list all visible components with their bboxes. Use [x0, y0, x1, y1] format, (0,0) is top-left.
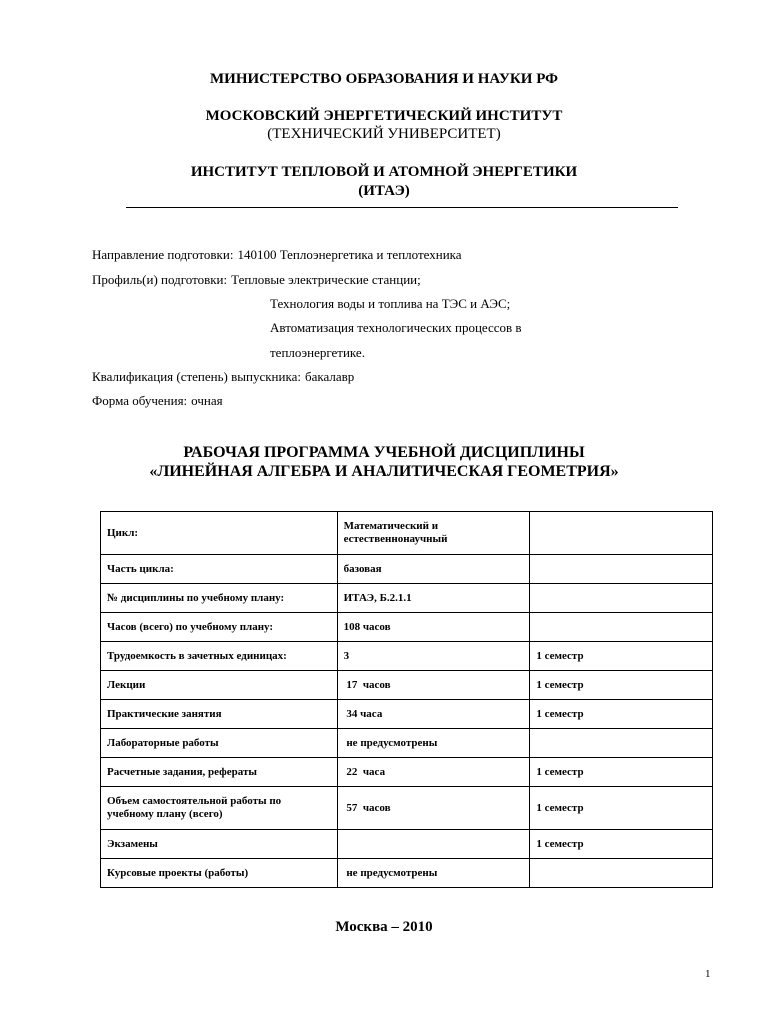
row-semester — [530, 613, 713, 642]
table-row — [101, 700, 713, 729]
row-label: Лабораторные работы — [101, 729, 338, 758]
row-label: Практические занятия — [101, 700, 338, 729]
row-semester — [530, 512, 713, 555]
discipline-title: «ЛИНЕЙНАЯ АЛГЕБРА И АНАЛИТИЧЕСКАЯ ГЕОМЕТРИЯ» — [149, 463, 619, 480]
row-label: № дисциплины по учебному плану: — [101, 584, 338, 613]
row-value: ИТАЭ, Б.2.1.1 — [337, 584, 530, 613]
row-semester: 1 семестр — [530, 671, 713, 700]
row-semester — [530, 859, 713, 888]
row-label: Цикл: — [101, 512, 338, 555]
row-semester: 1 семестр — [530, 700, 713, 729]
row-value: Математический и естественнонаучный — [337, 512, 530, 555]
page-number: 1 — [705, 968, 711, 980]
row-label: Экзамены — [101, 830, 338, 859]
row-value: базовая — [337, 555, 530, 584]
row-label: Часть цикла: — [101, 555, 338, 584]
row-semester: 1 семестр — [530, 758, 713, 787]
form-label: Форма обучения: — [92, 393, 188, 408]
row-value — [337, 830, 530, 859]
table-row — [101, 642, 713, 671]
direction-label: Направление подготовки: — [92, 247, 234, 262]
institute-heading: ИНСТИТУТ ТЕПЛОВОЙ И АТОМНОЙ ЭНЕРГЕТИКИ — [190, 164, 578, 180]
row-label: Часов (всего) по учебному плану: — [101, 613, 338, 642]
profile-item: Технология воды и топлива на ТЭС и АЭС; — [270, 296, 511, 311]
table-row — [101, 758, 713, 787]
row-semester: 1 семестр — [530, 787, 713, 830]
qualification-label: Квалификация (степень) выпускника: — [92, 369, 301, 384]
form-value: очная — [191, 393, 223, 408]
row-value: 34 часа — [337, 700, 530, 729]
row-semester — [530, 729, 713, 758]
row-value: 17 часов — [337, 671, 530, 700]
row-value: не предусмотрены — [337, 729, 530, 758]
row-semester — [530, 584, 713, 613]
header-divider — [126, 207, 678, 208]
profile-item: Тепловые электрические станции; — [231, 272, 421, 287]
city-year: Москва – 2010 — [335, 919, 433, 935]
row-value: 3 — [337, 642, 530, 671]
profile-item: теплоэнергетике. — [270, 345, 365, 360]
table-row — [101, 830, 713, 859]
profile-label: Профиль(и) подготовки: — [92, 272, 228, 287]
row-value: 22 часа — [337, 758, 530, 787]
row-semester: 1 семестр — [530, 830, 713, 859]
qualification-value: бакалавр — [304, 369, 355, 384]
program-title: РАБОЧАЯ ПРОГРАММА УЧЕБНОЙ ДИСЦИПЛИНЫ — [183, 444, 585, 461]
discipline-table — [100, 511, 713, 888]
table-row — [101, 859, 713, 888]
table-row — [101, 584, 713, 613]
university-subheading: (ТЕХНИЧЕСКИЙ УНИВЕРСИТЕТ) — [267, 126, 501, 142]
row-label: Трудоемкость в зачетных единицах: — [101, 642, 338, 671]
row-value: 57 часов — [337, 787, 530, 830]
form-line — [92, 393, 223, 409]
table-row — [101, 512, 713, 555]
profile-item: Автоматизация технологических процессов в — [270, 320, 522, 335]
row-semester — [530, 555, 713, 584]
ministry-heading: МИНИСТЕРСТВО ОБРАЗОВАНИЯ И НАУКИ РФ — [210, 71, 558, 87]
table-row — [101, 671, 713, 700]
table-row — [101, 613, 713, 642]
direction-value: 140100 Теплоэнергетика и теплотехника — [237, 247, 462, 262]
table-row — [101, 555, 713, 584]
row-label: Объем самостоятельной работы по учебному плану (всего) — [101, 787, 338, 830]
institute-abbreviation: (ИТАЭ) — [358, 183, 410, 199]
row-value: не предусмотрены — [337, 859, 530, 888]
row-value: 108 часов — [337, 613, 530, 642]
qualification-line — [92, 369, 354, 385]
row-label: Расчетные задания, рефераты — [101, 758, 338, 787]
row-label: Лекции — [101, 671, 338, 700]
profile-line — [92, 272, 421, 288]
direction-line — [92, 247, 462, 263]
row-label: Курсовые проекты (работы) — [101, 859, 338, 888]
table-row — [101, 787, 713, 830]
row-semester: 1 семестр — [530, 642, 713, 671]
table-row — [101, 729, 713, 758]
university-heading: МОСКОВСКИЙ ЭНЕРГЕТИЧЕСКИЙ ИНСТИТУТ — [205, 108, 563, 124]
